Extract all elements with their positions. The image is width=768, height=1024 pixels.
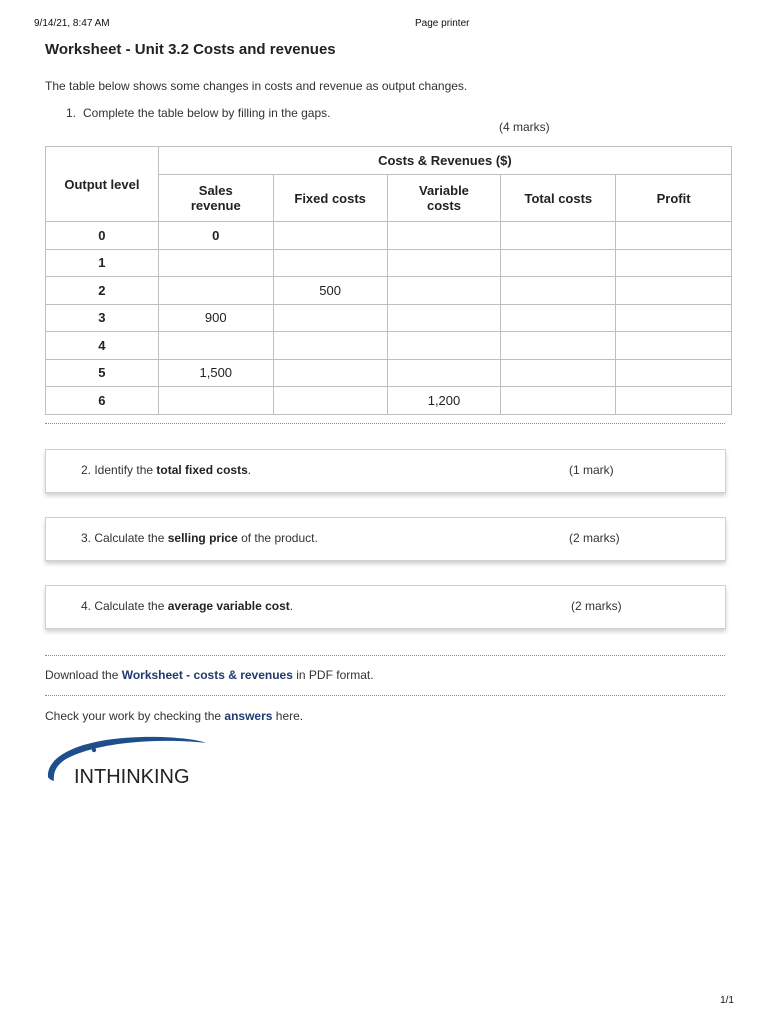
table-cell: 0	[158, 222, 273, 250]
table-cell	[273, 359, 387, 387]
table-cell	[158, 277, 273, 305]
table-cell	[158, 249, 273, 277]
table-cell	[273, 387, 387, 415]
question-3-box	[45, 517, 726, 561]
table-row	[46, 249, 732, 277]
page-number: 1/1	[720, 995, 734, 1006]
output-cell: 0	[46, 222, 159, 250]
print-datetime: 9/14/21, 8:47 AM	[34, 18, 110, 29]
table-cell	[387, 249, 501, 277]
download-line: Download the Worksheet - costs & revenues in PDF format.	[45, 668, 374, 682]
table-cell	[616, 359, 732, 387]
output-cell: 1	[46, 249, 159, 277]
table-cell	[616, 387, 732, 415]
answers-link[interactable]: answers	[224, 709, 273, 723]
table-cell	[273, 249, 387, 277]
inthinking-logo[interactable]	[44, 733, 214, 788]
table-cell	[501, 387, 616, 415]
table-cell: 1,500	[158, 359, 273, 387]
separator	[45, 423, 725, 424]
table-cell	[616, 332, 732, 360]
output-cell: 5	[46, 359, 159, 387]
output-cell: 2	[46, 277, 159, 305]
question-1-number: 1.	[66, 106, 77, 120]
print-app-name: Page printer	[415, 18, 470, 29]
table-cell	[501, 249, 616, 277]
table-cell	[158, 332, 273, 360]
page-title: Worksheet - Unit 3.2 Costs and revenues	[45, 41, 336, 58]
table-cell	[158, 387, 273, 415]
table-cell	[387, 222, 501, 250]
table-cell	[387, 304, 501, 332]
table-cell	[387, 332, 501, 360]
table-cell: 900	[158, 304, 273, 332]
table-cell	[616, 222, 732, 250]
output-cell: 3	[46, 304, 159, 332]
output-cell: 6	[46, 387, 159, 415]
table-cell	[273, 222, 387, 250]
output-level-header: Output level	[46, 147, 159, 222]
question-4-box	[45, 585, 726, 629]
column-header: Profit	[616, 175, 732, 222]
costs-revenues-header: Costs & Revenues ($)	[158, 147, 731, 175]
table-cell	[616, 249, 732, 277]
table-cell	[616, 304, 732, 332]
table-cell: 1,200	[387, 387, 501, 415]
logo-wordmark: INTHINKING	[74, 766, 190, 788]
table-cell	[616, 277, 732, 305]
question-4-marks: (2 marks)	[571, 599, 622, 613]
worksheet-pdf-link[interactable]: Worksheet - costs & revenues	[121, 668, 293, 682]
question-4-text: 4. Calculate the average variable cost.	[81, 599, 294, 613]
column-header: Total costs	[501, 175, 616, 222]
table-cell	[501, 332, 616, 360]
check-line: Check your work by checking the answers here.	[45, 709, 304, 723]
table-cell	[501, 359, 616, 387]
table-cell	[273, 332, 387, 360]
question-1-marks: (4 marks)	[499, 120, 550, 134]
table-row	[46, 304, 732, 332]
question-2-marks: (1 mark)	[569, 463, 614, 477]
column-header: Fixed costs	[273, 175, 387, 222]
column-header: Sales revenue	[158, 175, 273, 222]
intro-text: The table below shows some changes in costs and revenue as output changes.	[45, 79, 468, 93]
question-2-text: 2. Identify the total fixed costs.	[81, 463, 252, 477]
table-row	[46, 332, 732, 360]
table-cell: 500	[273, 277, 387, 305]
output-cell: 4	[46, 332, 159, 360]
column-header: Variable costs	[387, 175, 501, 222]
table-row	[46, 222, 732, 250]
separator	[45, 655, 725, 656]
separator	[45, 695, 725, 696]
costs-revenues-table	[45, 146, 732, 415]
table-cell	[501, 304, 616, 332]
question-2-box	[45, 449, 726, 493]
question-3-marks: (2 marks)	[569, 531, 620, 545]
table-row	[46, 387, 732, 415]
table-cell	[387, 359, 501, 387]
logo-swoosh-icon	[44, 733, 214, 788]
question-3-text: 3. Calculate the selling price of the product.	[81, 531, 318, 545]
table-cell	[273, 304, 387, 332]
table-row	[46, 277, 732, 305]
table-cell	[387, 277, 501, 305]
table-row	[46, 359, 732, 387]
table-cell	[501, 277, 616, 305]
question-1-text: Complete the table below by filling in the gaps.	[83, 106, 331, 120]
table-cell	[501, 222, 616, 250]
